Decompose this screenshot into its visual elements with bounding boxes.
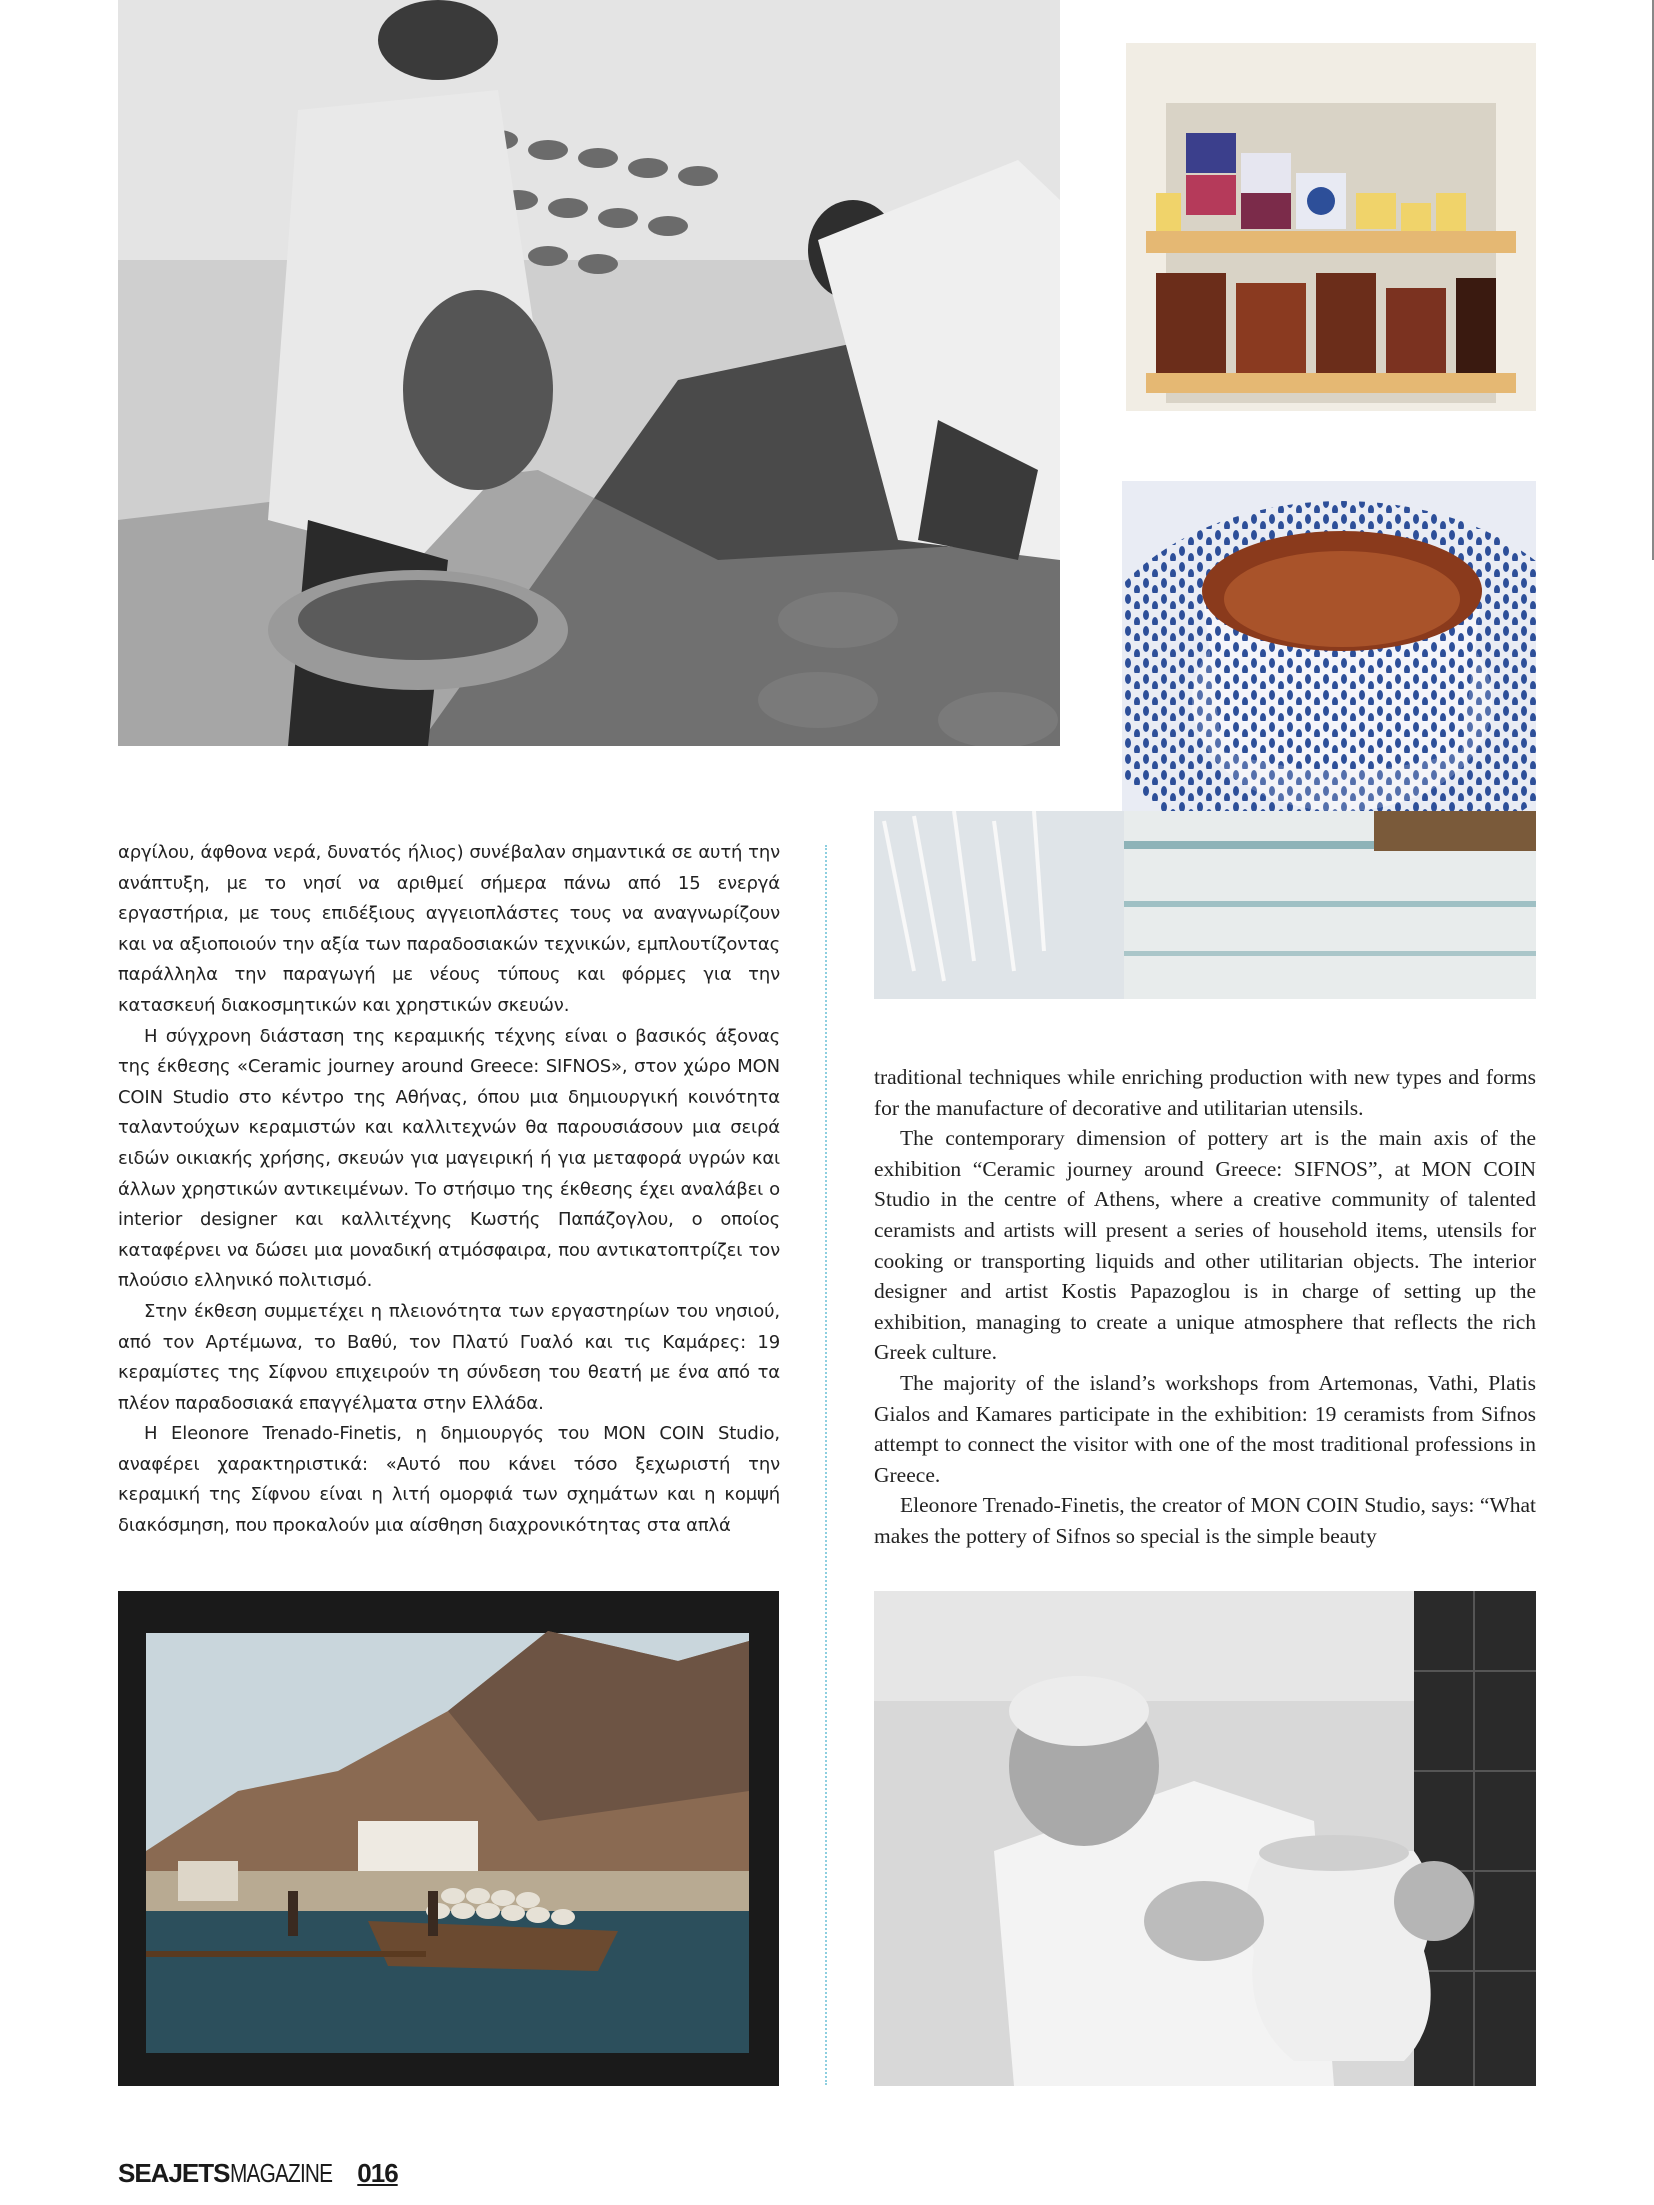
greek-paragraph: Στην έκθεση συμμετέχει η πλειονότητα των εργαστηρίων του νησιού, από τον Αρτέμωνα, το Βαθύ, τον Πλατύ Γυαλό και τις Καμάρες: 19 κεραμίστες της Σίφνου επιχειρούν τη σύνδεση του θεατή με ένα από τα πλέον παραδοσιακά επαγγέλματα στην Ελλάδα. (118, 1300, 780, 1414)
photo-ceramics-shelf (1126, 43, 1536, 411)
footer-page-number: 016 (357, 2158, 398, 2188)
greek-paragraph: Η σύγχρονη διάσταση της κεραμικής τέχνης είναι ο βασικός άξονας της έκθεσης «Ceramic journey around Greece: SIFNOS», στον χώρο MON COIN Studio στο κέντρο της Αθήνας, όπου μια δημιουργική κοινότητα ταλαντούχων κεραμιστών και καλλιτεχνών θα παρουσιάσουν μια σειρά ειδών οικιακής χρήσης, σκευών για μαγειρική ή για μεταφορά υγρών και άλλων χρηστικών αντικειμένων. Το στήσιμο της έκθεσης έχει αναλάβει ο interior designer και καλλιτέχνης Κωστής Παπάζογλου, ο οποίος καταφέρνει να δώσει μια μοναδική ατμόσφαιρα, που αντικατοπτρίζει τον πλούσιο ελληνικό πολιτισμό. (118, 1025, 780, 1292)
english-article-column (874, 1062, 1536, 1552)
photo-potter-at-wheel (874, 1591, 1536, 2086)
page-footer (118, 2158, 398, 2189)
footer-brand: SEAJETS (118, 2158, 230, 2188)
english-paragraph: traditional techniques while enriching production with new types and forms for the manufacture of decorative and utilitarian utensils. (874, 1065, 1536, 1120)
english-paragraph: The contemporary dimension of pottery art is the main axis of the exhibition “Ceramic journey around Greece: SIFNOS”, at MON COIN Studio in the centre of Athens, where a creative community of talented ceramists and artists will present a series of household items, utensils for cooking or transporting liquids and other utilitarian objects. The interior designer and artist Kostis Papazoglou is in charge of setting up the exhibition, managing to create a unique atmosphere that reflects the rich Greek culture. (874, 1126, 1536, 1365)
footer-magazine: MAGAZINE (229, 2158, 332, 2188)
english-paragraph: Eleonore Trenado-Finetis, the creator of MON COIN Studio, says: “What makes the pottery of Sifnos so special is the simple beauty (874, 1493, 1536, 1548)
column-divider (825, 845, 827, 2085)
photo-boat-loading-pots (118, 1591, 779, 2086)
greek-article-column (118, 838, 780, 1542)
english-paragraph: The majority of the island’s workshops from Artemonas, Vathi, Platis Gialos and Kamares participate in the exhibition: 19 ceramists from Sifnos attempt to connect the visitor with one of the most traditional professions in Greece. (874, 1370, 1536, 1487)
greek-paragraph: αργίλου, άφθονα νερά, δυνατός ήλιος) συνέβαλαν σημαντικά σε αυτή την ανάπτυξη, με το νησί να αριθμεί σήμερα πάνω από 15 ενεργά εργαστήρια, με τους επιδέξιους αγγειοπλάστες τους να αναγνωρίζουν και να αξιοποιούν την αξία των παραδοσιακών τεχνικών, εμπλουτίζοντας παράλληλα την παραγωγή με νέους τύπους και φόρμες για την κατασκευή διακοσμητικών και χρηστικών σκευών. (118, 842, 780, 1016)
greek-paragraph: Η Eleonore Trenado-Finetis, η δημιουργός του MON COIN Studio, αναφέρει χαρακτηριστικά: «Αυτό που κάνει τόσο ξεχωριστή την κεραμική της Σίφνου είναι η λιτή ομορφιά των σχημάτων και η κομψή διακόσμηση, που προκαλούν μια αίσθηση διαχρονικότητας στα απλά (118, 1423, 780, 1537)
photo-blue-pattern-bowl (1122, 481, 1536, 815)
photo-potters-drying-pots (118, 0, 1060, 746)
photo-linen-fringe (874, 811, 1536, 999)
